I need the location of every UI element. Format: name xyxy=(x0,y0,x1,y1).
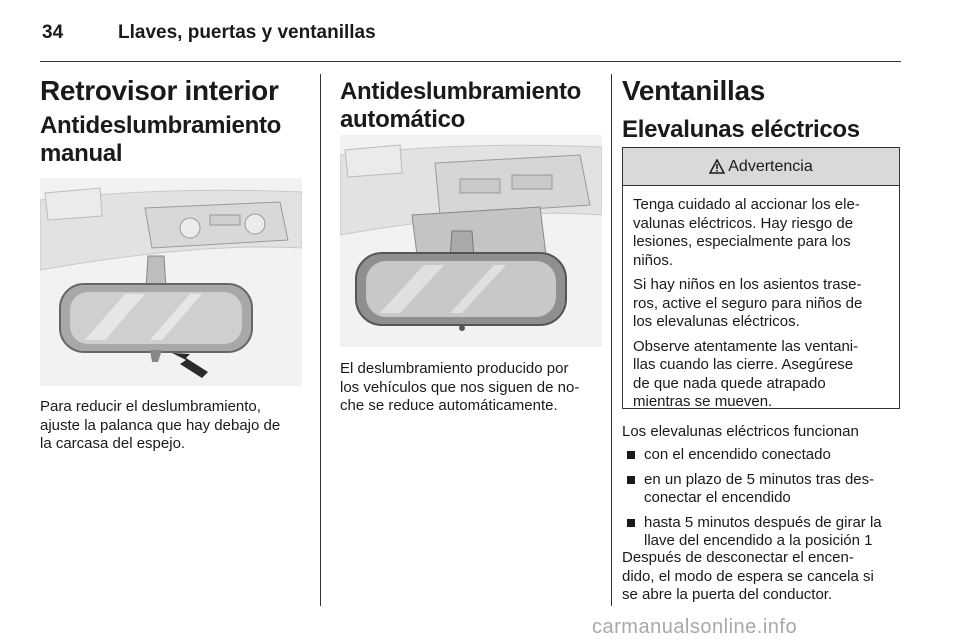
warning-paragraph: Tenga cuidado al accionar los ele- valunas eléctricos. Hay riesgo de lesiones, especialmente para los niños. xyxy=(633,196,860,269)
manual-mirror-illustration xyxy=(40,178,302,386)
bullet-square-icon xyxy=(627,451,635,459)
list-item: hasta 5 minutos después de girar la llave del encendido a la posición 1 xyxy=(622,514,904,551)
watermark: carmanualsonline.info xyxy=(592,616,798,638)
conditions-list xyxy=(622,446,904,557)
standby-text: Después de desconectar el encen- dido, el modo de espera se cancela si se abre la puerta del conductor. xyxy=(622,549,874,603)
subheading-automatic-antiglare: Antideslumbramiento automático xyxy=(340,78,581,133)
bullet-square-icon xyxy=(627,519,635,527)
manual-antiglare-text: Para reducir el deslumbramiento, ajuste la palanca que hay debajo de la carcasa del espejo. xyxy=(40,398,281,452)
automatic-mirror-illustration xyxy=(340,135,602,347)
section-heading-windows: Ventanillas xyxy=(622,75,765,106)
header-rule xyxy=(40,61,901,62)
warning-title: Advertencia xyxy=(728,157,813,175)
chapter-title: Llaves, puertas y ventanillas xyxy=(118,22,376,43)
warning-triangle-icon xyxy=(709,159,725,174)
section-heading-rearview-mirror: Retrovisor interior xyxy=(40,75,279,106)
column-divider-1 xyxy=(320,74,321,606)
subheading-manual-antiglare: Antideslumbramiento manual xyxy=(40,112,281,167)
warning-header xyxy=(623,148,899,186)
power-windows-intro: Los elevalunas eléctricos funcionan xyxy=(622,423,859,440)
subheading-power-windows: Elevalunas eléctricos xyxy=(622,116,860,143)
column-divider-2 xyxy=(611,74,612,606)
bullet-square-icon xyxy=(627,476,635,484)
list-item: con el encendido conectado xyxy=(622,446,904,465)
warning-paragraph: Observe atentamente las ventani- llas cuando las cierre. Asegúrese de que nada quede atrapado mientras se mueven. xyxy=(633,337,859,410)
automatic-antiglare-text: El deslumbramiento producido por los vehículos que nos siguen de no- che se reduce automáticamente. xyxy=(340,360,580,414)
list-item: en un plazo de 5 minutos tras des- conectar el encendido xyxy=(622,471,904,508)
warning-box xyxy=(622,147,900,409)
warning-paragraph: Si hay niños en los asientos trase- ros, active el seguro para niños de los elevalunas eléctricos. xyxy=(633,276,863,330)
page-number: 34 xyxy=(42,22,64,43)
